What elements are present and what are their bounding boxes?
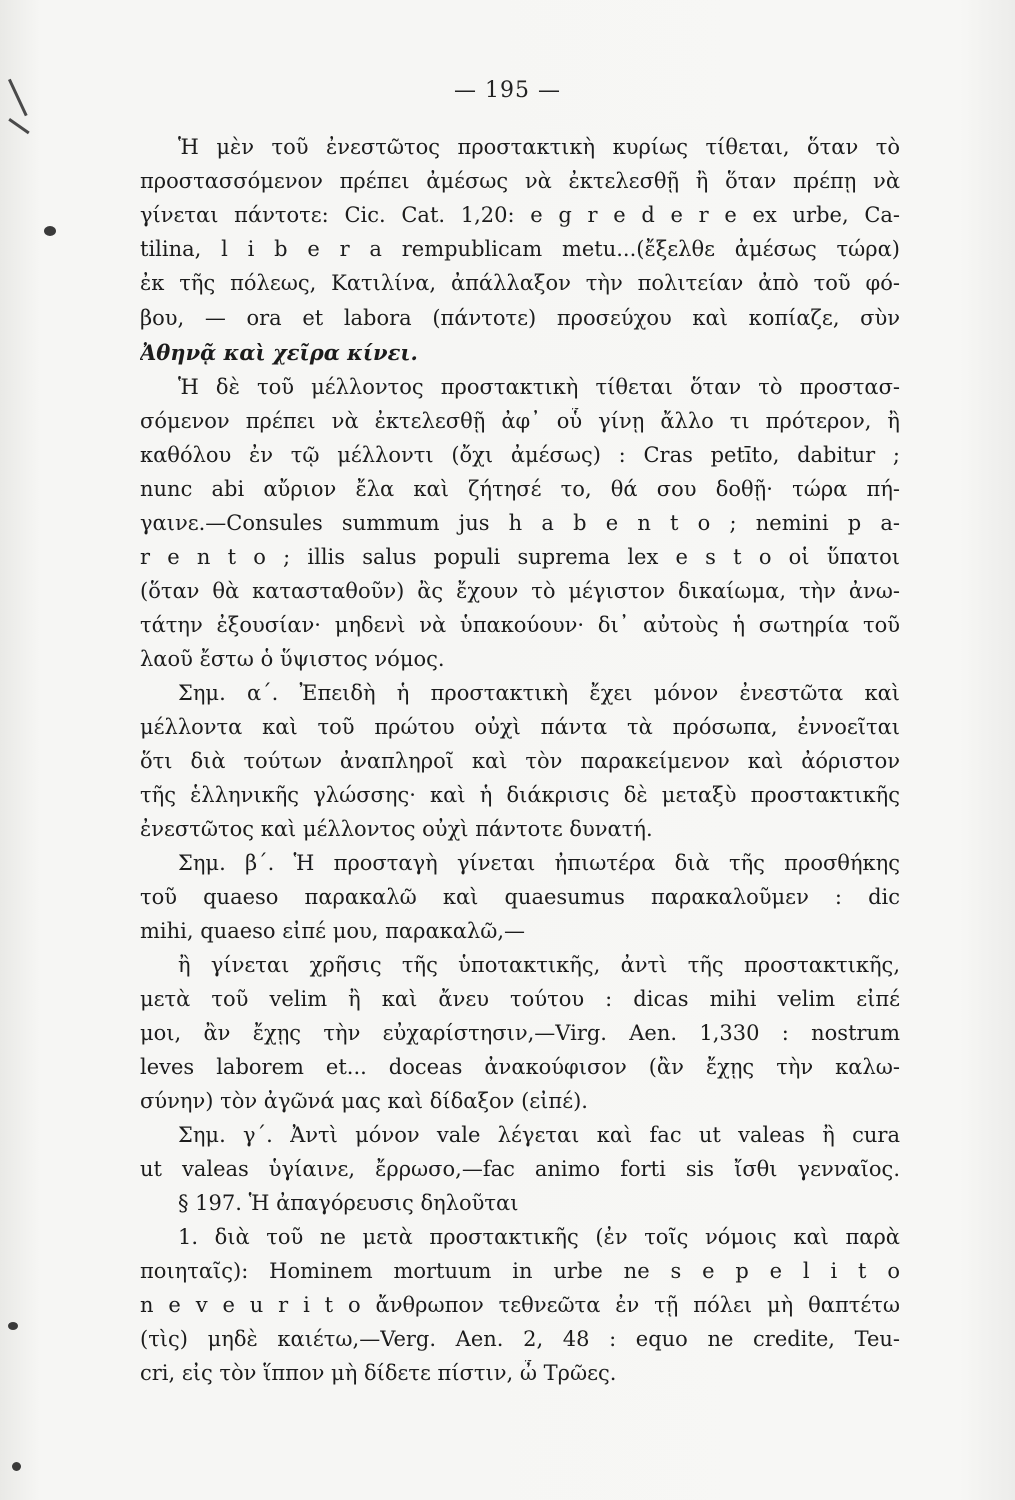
text-line-25: ἢ γίνεται χρῆσις τῆς ὑποτακτικῆς, ἀντὶ τῆς προστακτικῆς, <box>178 953 900 977</box>
text-line-13: r e n t o ; illis salus populi suprema lex e s t o οἱ ὕπατοι <box>140 545 900 569</box>
scan-mark <box>12 1462 21 1471</box>
scan-mark <box>8 118 29 134</box>
page-number: — 195 — <box>454 78 561 103</box>
text-line-23: τοῦ quaeso παρακαλῶ καὶ quaesumus παρακαλοῦμεν : dic <box>140 885 900 909</box>
text-line-17: Σημ. α΄. Ἐπειδὴ ἡ προστακτικὴ ἔχει μόνον ἐνεστῶτα καὶ <box>178 681 900 705</box>
text-line-7: Ἀθηνᾷ καὶ χεῖρα κίνει. <box>140 340 418 365</box>
text-line-36: (τὶς) μηδὲ καιέτω,—Verg. Aen. 2, 48 : equo ne credite, Teu- <box>140 1327 900 1351</box>
text-line-33: 1. διὰ τοῦ ne μετὰ προστακτικῆς (ἐν τοῖς νόμοις καὶ παρὰ <box>178 1225 900 1249</box>
scan-mark <box>8 1322 18 1330</box>
text-line-35: n e v e u r i t o ἄνθρωπον τεθνεῶτα ἐν τῇ πόλει μὴ θαπτέτω <box>140 1293 900 1317</box>
text-line-22: Σημ. β΄. Ἡ προσταγὴ γίνεται ἠπιωτέρα διὰ τῆς προσθήκης <box>178 851 900 875</box>
text-line-29: σύνην) τὸν ἀγῶνά μας καὶ δίδαξον (εἰπέ). <box>140 1089 588 1113</box>
text-line-11: nunc abi αὔριον ἔλα καὶ ζήτησέ το, θά σου δοθῇ· τώρα πή- <box>140 477 900 501</box>
text-line-1: Ἡ μὲν τοῦ ἐνεστῶτος προστακτικὴ κυρίως τίθεται, ὅταν τὸ <box>178 135 900 159</box>
text-line-37: cri, εἰς τὸν ἵππον μὴ δίδετε πίστιν, ὦ Τρῶες. <box>140 1361 617 1385</box>
text-line-5: ἐκ τῆς πόλεως, Κατιλίνα, ἀπάλλαξον τὴν πολιτείαν ἀπὸ τοῦ φό- <box>140 271 900 295</box>
text-line-21: ἐνεστῶτος καὶ μέλλοντος οὐχὶ πάντοτε δυνατή. <box>140 817 653 841</box>
text-line-19: ὅτι διὰ τούτων ἀναπληροῖ καὶ τὸν παρακείμενον καὶ ἀόριστον <box>140 749 900 773</box>
text-line-9: σόμενον πρέπει νὰ ἐκτελεσθῇ ἀφ᾽ οὗ γίνῃ ἄλλο τι πρότερον, ἢ <box>140 409 900 433</box>
text-line-20: τῆς ἑλληνικῆς γλώσσης· καὶ ἡ διάκρισις δὲ μεταξὺ προστακτικῆς <box>140 783 900 807</box>
text-line-14: (ὅταν θὰ κατασταθοῦν) ἂς ἔχουν τὸ μέγιστον δικαίωμα, τὴν ἀνω- <box>140 579 900 603</box>
scan-mark <box>44 226 56 236</box>
text-line-15: τάτην ἐξουσίαν· μηδενὶ νὰ ὑπακούουν· δι᾽ αὐτοὺς ἡ σωτηρία τοῦ <box>140 613 900 637</box>
text-line-34: ποιηταῖς): Hominem mortuum in urbe ne s e p e l i t o <box>140 1259 900 1283</box>
text-line-6: βου, — ora et labora (πάντοτε) προσεύχου καὶ κοπίαζε, σὺν <box>140 306 900 330</box>
text-line-24: mihi, quaeso εἰπέ μου, παρακαλῶ,— <box>140 919 526 943</box>
section-heading-197: § 197. Ἡ ἀπαγόρευσις δηλοῦται <box>178 1191 519 1215</box>
text-line-3: γίνεται πάντοτε: Cic. Cat. 1,20: e g r e d e r e ex urbe, Ca- <box>140 203 900 227</box>
text-line-30: Σημ. γ΄. Ἀντὶ μόνον vale λέγεται καὶ fac ut valeas ἢ cura <box>178 1123 900 1147</box>
text-line-2: προστασσόμενον πρέπει ἀμέσως νὰ ἐκτελεσθῇ ἢ ὅταν πρέπῃ νὰ <box>140 169 900 193</box>
text-line-18: μέλλοντα καὶ τοῦ πρώτου οὐχὶ πάντα τὰ πρόσωπα, ἐννοεῖται <box>140 715 900 739</box>
text-line-16: λαοῦ ἔστω ὁ ὕψιστος νόμος. <box>140 647 445 671</box>
text-line-8: Ἡ δὲ τοῦ μέλλοντος προστακτικὴ τίθεται ὅταν τὸ προστασ- <box>178 375 900 399</box>
text-line-26: μετὰ τοῦ velim ἢ καὶ ἄνευ τούτου : dicas mihi velim εἰπέ <box>140 987 900 1011</box>
text-line-10: καθόλου ἐν τῷ μέλλοντι (ὄχι ἀμέσως) : Cras petīto, dabitur ; <box>140 443 900 467</box>
text-line-28: leves laborem et... doceas ἀνακούφισον (ἂν ἔχῃς τὴν καλω- <box>140 1055 900 1079</box>
text-line-31: ut valeas ὑγίαινε, ἔρρωσο,—fac animo forti sis ἴσθι γενναῖος. <box>140 1157 900 1181</box>
text-line-27: μοι, ἂν ἔχῃς τὴν εὐχαρίστησιν,—Virg. Aen. 1,330 : nostrum <box>140 1021 900 1045</box>
text-line-4: tilina, l i b e r a rempublicam metu...(ἔξελθε ἀμέσως τώρα) <box>140 237 900 261</box>
text-line-12: γαινε.—Consules summum jus h a b e n t o ; nemini p a- <box>140 511 900 535</box>
